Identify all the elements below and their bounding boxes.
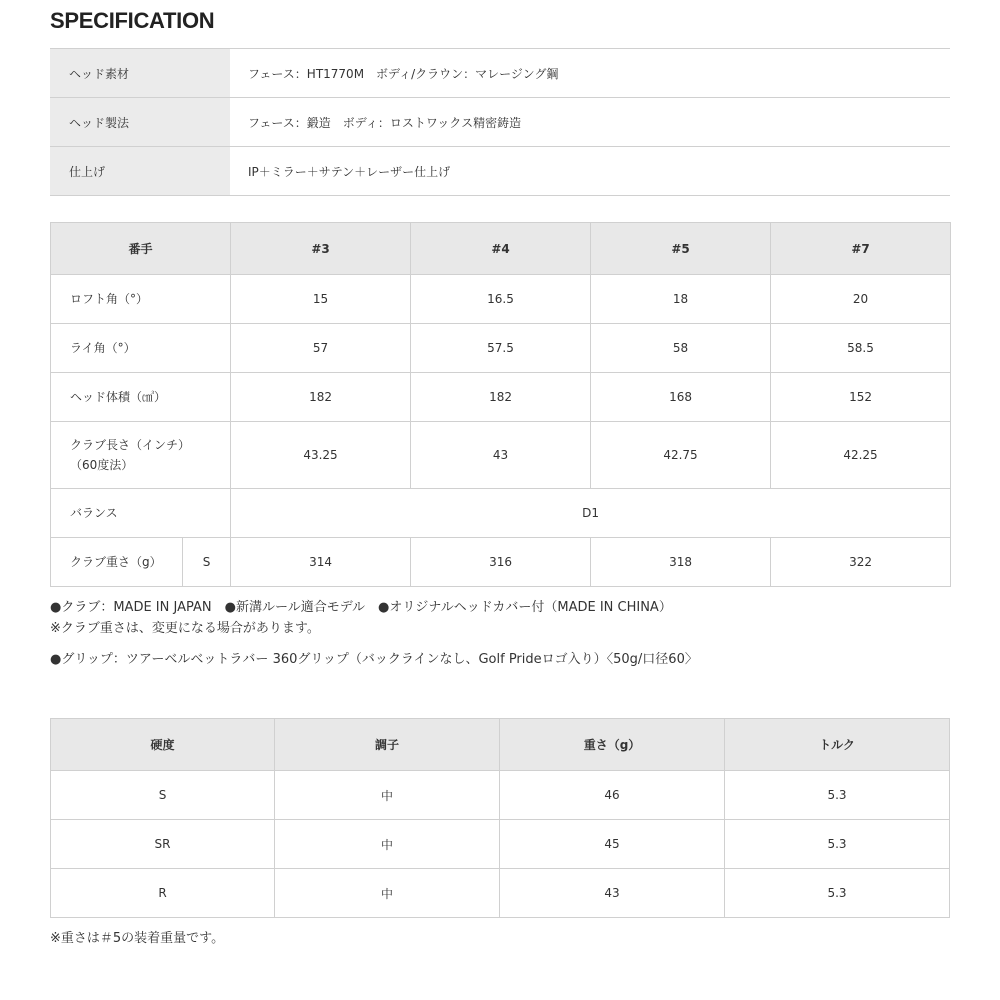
table-cell: 318 [591, 538, 771, 587]
page-title: SPECIFICATION [50, 8, 215, 33]
table-cell: 16.5 [411, 275, 591, 324]
table-cell: R [51, 869, 275, 918]
table-row [51, 820, 950, 869]
table-cell: S [51, 771, 275, 820]
row-label-line: （60度法） [70, 458, 134, 472]
table-row [51, 771, 950, 820]
column-header: 番手 [51, 223, 231, 275]
column-header: #3 [231, 223, 411, 275]
table-cell: 5.3 [725, 771, 950, 820]
table-cell: 57 [231, 324, 411, 373]
table-cell: 57.5 [411, 324, 591, 373]
table-cell: 中 [275, 820, 500, 869]
column-header: 調子 [275, 719, 500, 771]
flex-cell: S [183, 538, 231, 587]
column-header: #5 [591, 223, 771, 275]
column-header: 硬度 [51, 719, 275, 771]
spec-value: フェース：鍛造 ボディ：ロストワックス精密鋳造 [230, 98, 950, 147]
table-cell: 182 [231, 373, 411, 422]
table-row [51, 489, 951, 538]
table-cell: 45 [500, 820, 725, 869]
row-label [51, 422, 231, 489]
table-row [51, 324, 951, 373]
table-cell: 152 [771, 373, 951, 422]
table-cell: 322 [771, 538, 951, 587]
table-header-row [51, 223, 951, 275]
spec-value: フェース：HT1770M ボディ/クラウン：マレージング鋼 [230, 49, 950, 98]
table-cell: 316 [411, 538, 591, 587]
row-label-line: クラブ長さ（インチ） [70, 438, 191, 452]
note-line: ●グリップ：ツアーベルベットラバー 360グリップ（バックラインなし、Golf Prideロゴ入り）〈50g/口径60〉 [50, 652, 698, 667]
row-label: クラブ重さ（g） [51, 538, 183, 587]
table-cell: 中 [275, 771, 500, 820]
table-row [51, 538, 951, 587]
table-cell: 43 [500, 869, 725, 918]
table-cell: SR [51, 820, 275, 869]
row-label: ロフト角（°） [51, 275, 231, 324]
table-cell: 18 [591, 275, 771, 324]
table-cell: 42.25 [771, 422, 951, 489]
row-label: ヘッド体積（㎤） [51, 373, 231, 422]
table-row [50, 98, 950, 147]
spec-label: ヘッド製法 [50, 98, 230, 147]
balance-value: D1 [231, 489, 951, 538]
table-row [50, 147, 950, 196]
note-line: ●クラブ：MADE IN JAPAN ●新溝ルール適合モデル ●オリジナルヘッドカバー付（MADE IN CHINA） [50, 600, 672, 615]
row-label: ライ角（°） [51, 324, 231, 373]
table-cell: 43 [411, 422, 591, 489]
table-cell: 5.3 [725, 869, 950, 918]
row-label: バランス [51, 489, 231, 538]
note-line: ※クラブ重さは、変更になる場合があります。 [50, 621, 320, 636]
table-row [51, 373, 951, 422]
table-cell: 20 [771, 275, 951, 324]
table-cell: 43.25 [231, 422, 411, 489]
table-cell: 168 [591, 373, 771, 422]
table-cell: 314 [231, 538, 411, 587]
column-header: 重さ（g） [500, 719, 725, 771]
head-spec-table [50, 48, 950, 196]
table-row [51, 869, 950, 918]
spec-value: IP＋ミラー＋サテン＋レーザー仕上げ [230, 147, 950, 196]
table-cell: 中 [275, 869, 500, 918]
shaft-spec-table [50, 718, 950, 918]
spec-label: 仕上げ [50, 147, 230, 196]
table-cell: 58.5 [771, 324, 951, 373]
footnote: ※重さは＃5の装着重量です。 [50, 931, 225, 946]
table-row [50, 49, 950, 98]
column-header: #4 [411, 223, 591, 275]
table-cell: 5.3 [725, 820, 950, 869]
table-cell: 182 [411, 373, 591, 422]
table-cell: 46 [500, 771, 725, 820]
table-cell: 15 [231, 275, 411, 324]
spec-label: ヘッド素材 [50, 49, 230, 98]
club-spec-table [50, 222, 951, 587]
table-row [51, 422, 951, 489]
table-row [51, 275, 951, 324]
table-cell: 58 [591, 324, 771, 373]
column-header: トルク [725, 719, 950, 771]
table-header-row [51, 719, 950, 771]
table-cell: 42.75 [591, 422, 771, 489]
column-header: #7 [771, 223, 951, 275]
